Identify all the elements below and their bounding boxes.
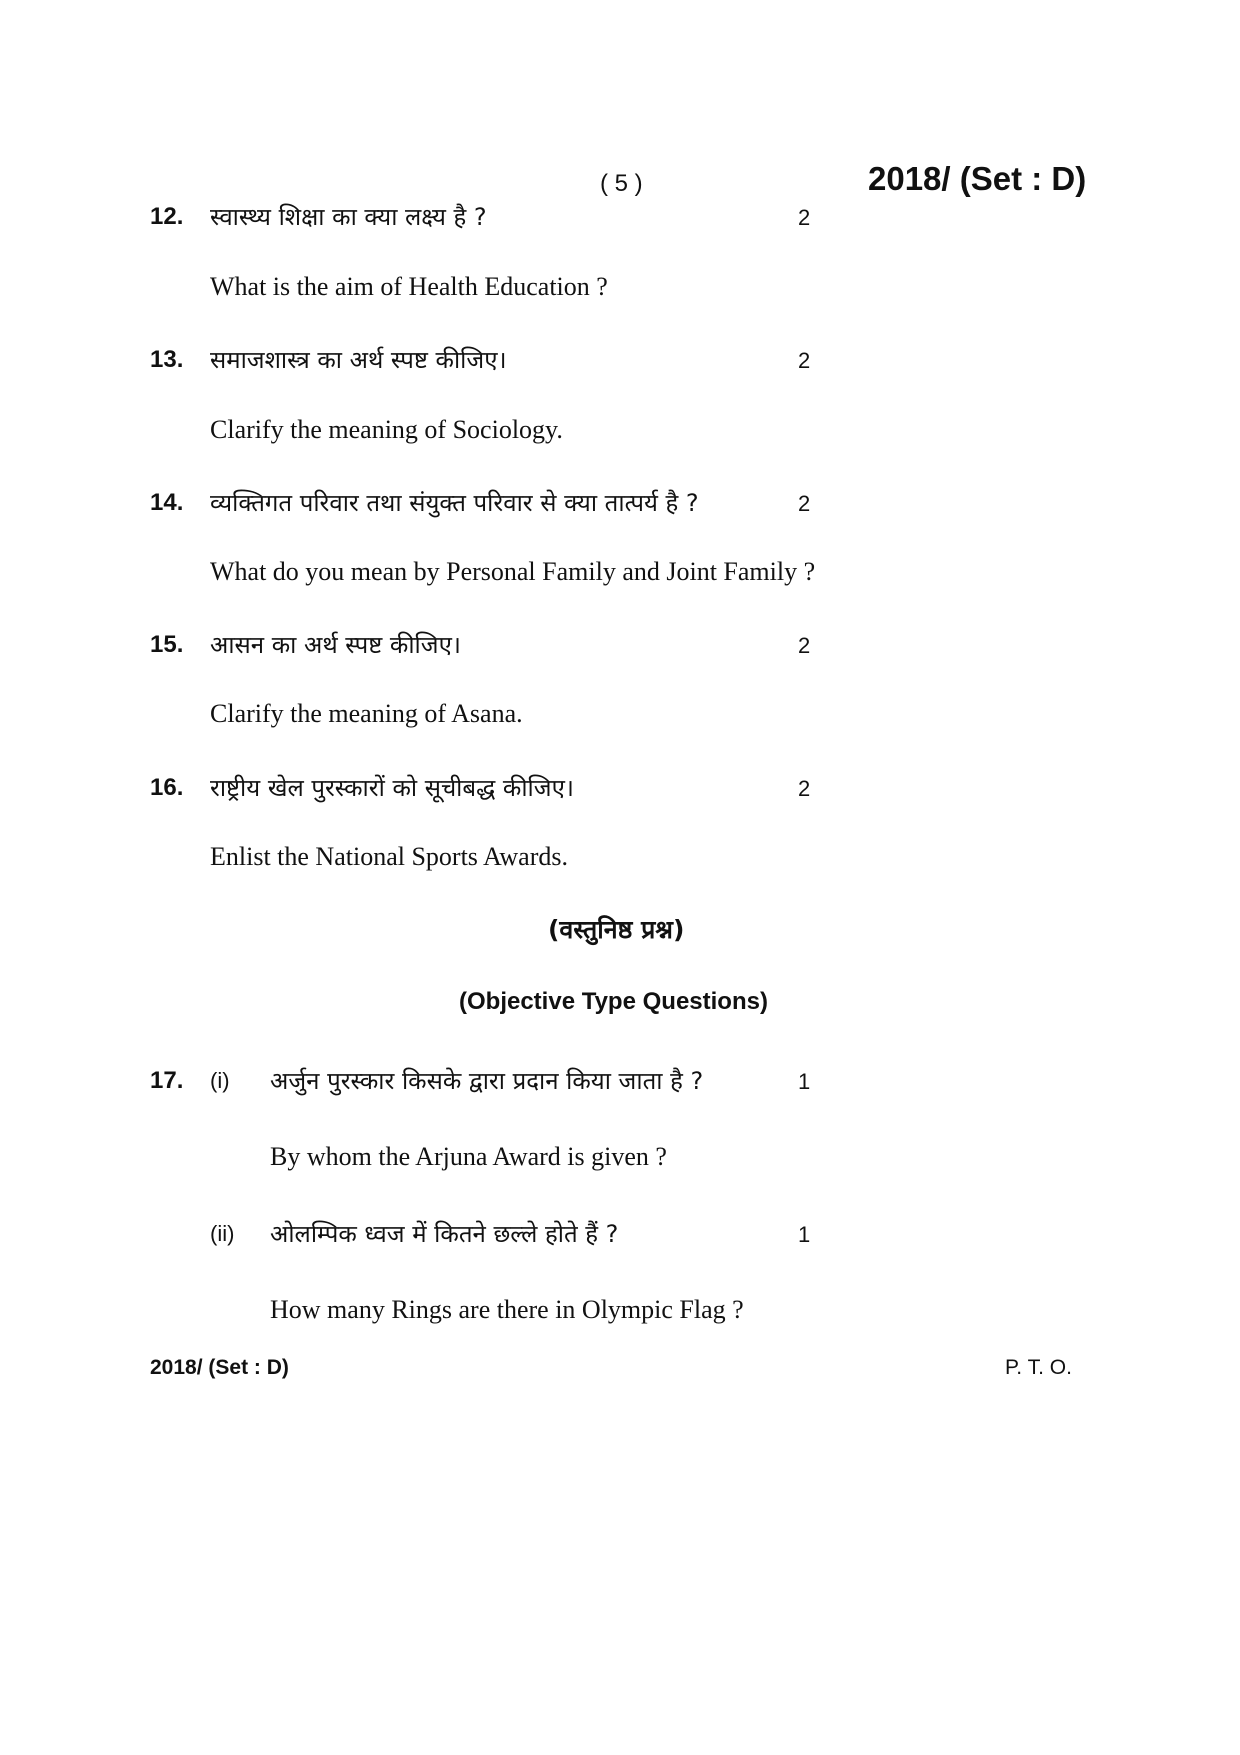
question-number-16: 16. [150, 774, 184, 801]
question-14-marks: 2 [798, 491, 811, 516]
question-14-english: What do you mean by Personal Family and Joint Family ? [210, 557, 816, 586]
question-number-17: 17. [150, 1067, 184, 1094]
sub-question-label-ii: (ii) [210, 1221, 235, 1246]
sub-question-label-i: (i) [210, 1068, 230, 1093]
question-13-hindi: समाजशास्त्र का अर्थ स्पष्ट कीजिए। [210, 346, 507, 374]
question-15-hindi: आसन का अर्थ स्पष्ट कीजिए। [210, 631, 461, 659]
question-13-english: Clarify the meaning of Sociology. [210, 415, 563, 444]
section-heading-hindi: (वस्तुनिष्ठ प्रश्न) [548, 915, 685, 944]
question-16-marks: 2 [798, 776, 811, 801]
section-heading-english: (Objective Type Questions) [459, 988, 768, 1015]
sub-question-ii-marks: 1 [798, 1222, 811, 1247]
set-code-header: 2018/ (Set : D) [868, 160, 1087, 197]
question-number-15: 15. [150, 631, 184, 658]
sub-question-i-hindi: अर्जुन पुरस्कार किसके द्वारा प्रदान किया जाता है ? [270, 1067, 704, 1095]
question-16-english: Enlist the National Sports Awards. [210, 842, 568, 871]
sub-question-i-marks: 1 [798, 1069, 811, 1094]
question-12-hindi: स्वास्थ्य शिक्षा का क्या लक्ष्य है ? [210, 203, 487, 231]
sub-question-i-english: By whom the Arjuna Award is given ? [270, 1142, 667, 1171]
question-16-hindi: राष्ट्रीय खेल पुरस्कारों को सूचीबद्ध कीजिए। [210, 774, 574, 802]
question-13-marks: 2 [798, 348, 811, 373]
question-15-marks: 2 [798, 633, 811, 658]
set-code-footer: 2018/ (Set : D) [150, 1356, 289, 1379]
question-12-english: What is the aim of Health Education ? [210, 272, 608, 301]
question-number-14: 14. [150, 489, 184, 516]
question-number-13: 13. [150, 346, 184, 373]
sub-question-ii-hindi: ओलम्पिक ध्वज में कितने छल्ले होते हैं ? [270, 1220, 619, 1248]
question-15-english: Clarify the meaning of Asana. [210, 699, 523, 728]
pto-label: P. T. O. [1005, 1356, 1072, 1379]
question-number-12: 12. [150, 203, 184, 230]
sub-question-ii-english: How many Rings are there in Olympic Flag ? [270, 1295, 744, 1324]
question-14-hindi: व्यक्तिगत परिवार तथा संयुक्त परिवार से क्या तात्पर्य है ? [210, 489, 699, 517]
page-number: ( 5 ) [600, 170, 643, 197]
question-12-marks: 2 [798, 205, 811, 230]
